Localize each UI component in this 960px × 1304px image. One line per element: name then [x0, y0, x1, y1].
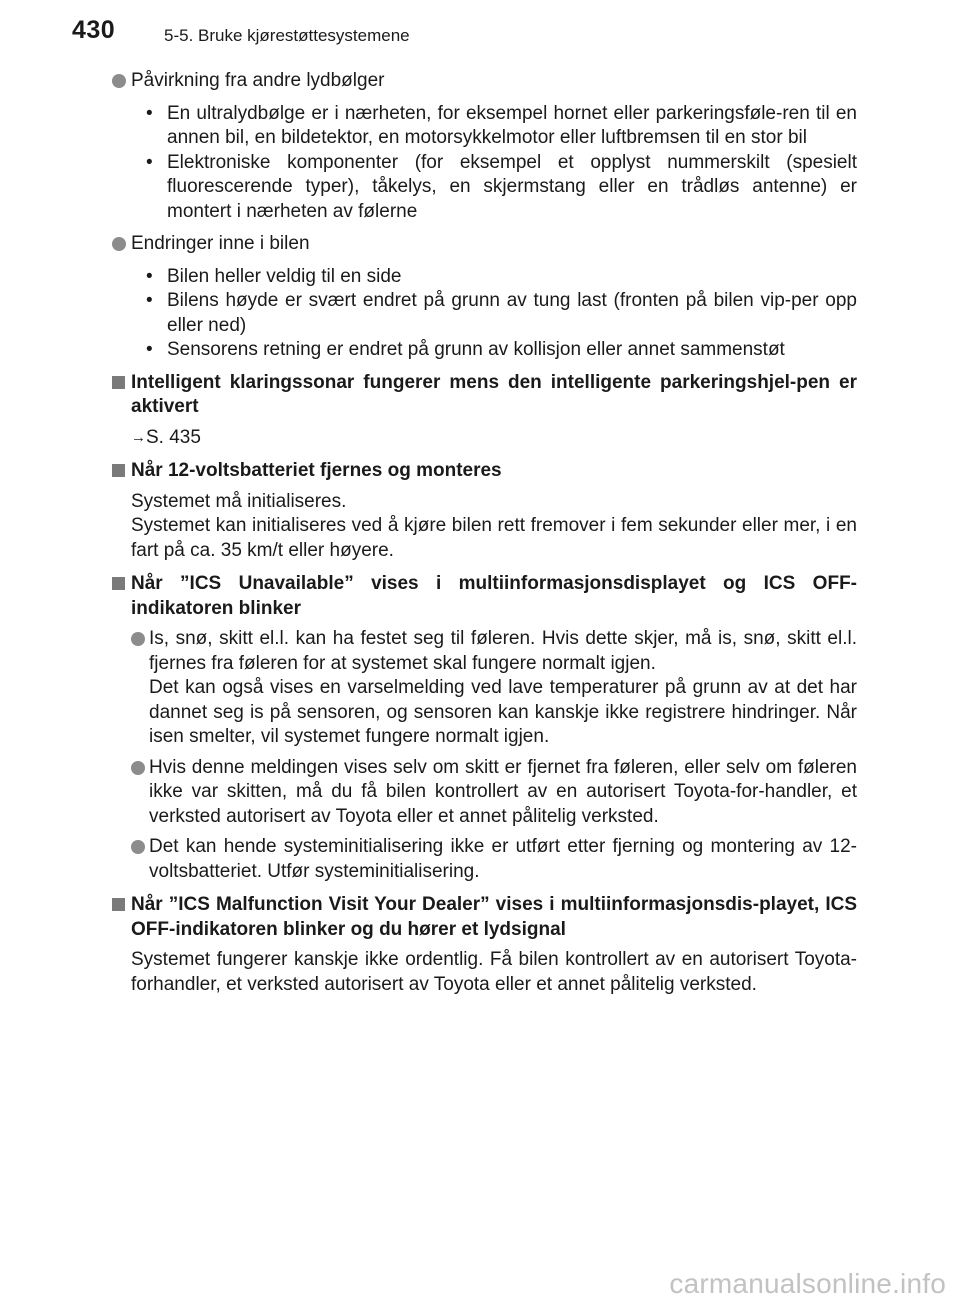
bullet-text: Bilens høyde er svært endret på grunn av tung last (fronten på bilen vip-per opp eller ned) [167, 290, 857, 336]
square-bullet-icon [112, 464, 125, 477]
page-reference [112, 426, 857, 451]
section-heading-text: Når 12-voltsbatteriet fjernes og monteres [131, 460, 502, 481]
bullet-text: En ultralydbølge er i nærheten, for eksempel hornet eller parkeringsføle-ren til en annen bil, en bildetektor, en motorsykkelmotor eller luftbremsen til en stor bil [167, 102, 857, 148]
page-number: 430 [72, 16, 116, 44]
paragraph: Det kan hende systeminitialisering ikke er utført etter fjerning og montering av 12-voltsbatteriet. Utfør systeminitialisering. [149, 836, 857, 882]
bullet-dot-icon: • [146, 290, 153, 311]
paragraph: Systemet må initialiseres. [131, 490, 347, 512]
section-heading-text: Intelligent klaringssonar fungerer mens den intelligente parkeringshjel-pen er aktivert [131, 371, 857, 417]
circle-item-title: Påvirkning fra andre lydbølger [131, 70, 385, 91]
circle-bullet-icon [112, 74, 126, 88]
bullet-item [112, 151, 857, 225]
paragraph: Det kan også vises en varselmelding ved lave temperaturer på grunn av at det har dannet seg is på sensoren, og sensoren kan kanskje ikke registrere hindringer. Når isen smelter, vil systemet fungere normalt igjen. [149, 677, 857, 747]
square-bullet-icon [112, 577, 125, 590]
section-heading-text: Når ”ICS Unavailable” vises i multiinformasjonsdisplayet og ICS OFF-indikatoren blinker [131, 573, 857, 619]
bullet-text: Bilen heller veldig til en side [167, 265, 402, 287]
circle-bullet-icon [131, 761, 145, 775]
section-heading-text: Når ”ICS Malfunction Visit Your Dealer” vises i multiinformasjonsdis-playet, ICS OFF-indikatoren blinker og du hører et lydsignal [131, 894, 857, 940]
bullet-text: Elektroniske komponenter (for eksempel et opplyst nummerskilt (spesielt fluorescerende typer), tåkelys, en skjermstang eller en trådløs antenne) er montert i nærheten av følerne [167, 151, 857, 222]
watermark-logo: carmanualsonline.info [669, 1268, 946, 1299]
reference-link[interactable]: S. 435 [146, 426, 201, 448]
section-body [112, 490, 857, 564]
section-heading-ics-unavailable [112, 572, 857, 621]
circle-item-dealer-check [112, 756, 857, 830]
section-title: 5-5. Bruke kjørestøttesystemene [164, 26, 410, 45]
section-heading-ics-malfunction [112, 893, 857, 942]
square-bullet-icon [112, 898, 125, 911]
bullet-list [112, 102, 857, 225]
circle-item-initialization [112, 835, 857, 884]
bullet-dot-icon: • [146, 339, 153, 360]
square-bullet-icon [112, 376, 125, 389]
circle-item-title: Endringer inne i bilen [131, 233, 310, 254]
paragraph: Systemet fungerer kanskje ikke ordentlig. Få bilen kontrollert av en autorisert Toyota-forhandler, et verksted autorisert av Toyota eller et annet pålitelig verksted. [131, 949, 857, 995]
bullet-text: Sensorens retning er endret på grunn av kollisjon eller annet sammenstøt [167, 339, 785, 360]
bullet-item [112, 289, 857, 338]
circle-item-vehicle-changes [112, 232, 857, 257]
bullet-item [112, 102, 857, 151]
circle-item-ice-snow [112, 627, 857, 750]
paragraph: Systemet kan initialiseres ved å kjøre bilen rett fremover i fem sekunder eller mer, i en fart på ca. 35 km/t eller høyere. [131, 515, 857, 561]
page-content [112, 69, 857, 997]
bullet-item [112, 338, 857, 363]
circle-bullet-icon [112, 237, 126, 251]
bullet-list [112, 265, 857, 363]
bullet-dot-icon: • [146, 151, 153, 173]
bullet-dot-icon: • [146, 102, 153, 124]
circle-item-other-sound-waves [112, 69, 857, 94]
circle-bullet-icon [131, 632, 145, 646]
section-body [112, 948, 857, 997]
reference-arrow-icon: → [131, 428, 146, 446]
paragraph: Is, snø, skitt el.l. kan ha festet seg til føleren. Hvis dette skjer, må is, snø, skitt el.l. fjernes fra føleren for at systemet skal fungere normalt igjen. [149, 628, 857, 674]
section-heading-intelligent-clearance-sonar [112, 371, 857, 420]
section-heading-battery [112, 459, 857, 484]
paragraph: Hvis denne meldingen vises selv om skitt er fjernet fra føleren, eller selv om føleren ikke var skitten, må du få bilen kontrollert av en autorisert Toyota-for-handler, et verksted autorisert av Toyota eller et annet pålitelig verksted. [149, 756, 857, 827]
circle-bullet-icon [131, 840, 145, 854]
bullet-dot-icon: • [146, 265, 153, 287]
bullet-item [112, 265, 857, 290]
